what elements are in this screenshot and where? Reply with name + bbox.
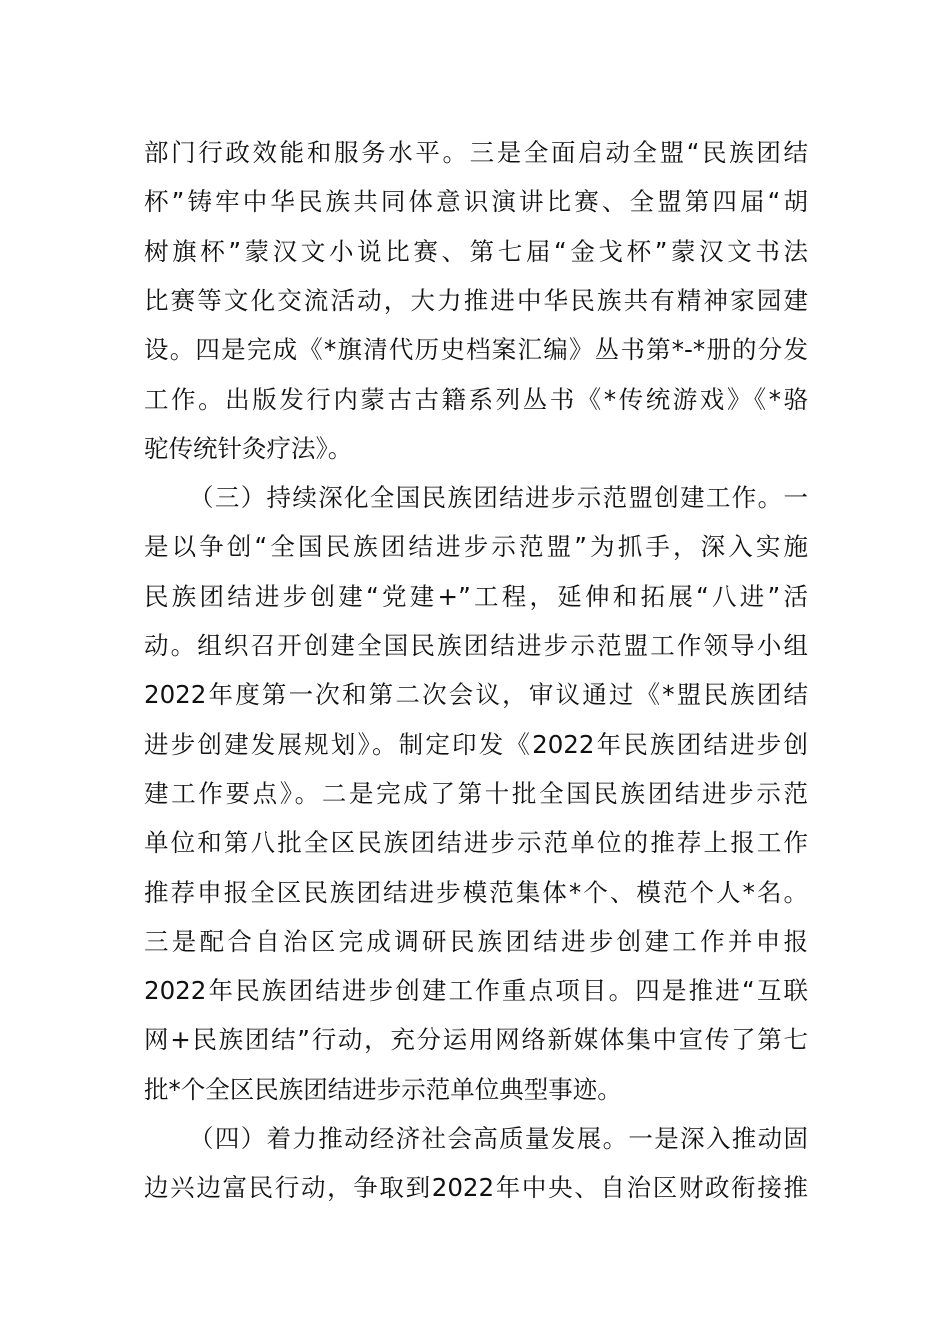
text-line: 单位和第八批全区民族团结进步示范单位的推荐上报工作 [144,828,808,858]
text-line: 部门行政效能和服务水平。三是全面启动全盟“民族团结 [144,138,808,167]
text-line: 边兴边富民行动，争取到2022年中央、自治区财政衔接推 [144,1173,808,1203]
text-line: 动。组织召开创建全国民族团结进步示范盟工作领导小组 [144,631,808,660]
text-line: 驼传统针灸疗法》。 [144,433,353,463]
text-line: 杯”铸牢中华民族共同体意识演讲比赛、全盟第四届“胡 [144,187,808,217]
text-line: 批*个全区民族团结进步示范单位典型事迹。 [144,1074,622,1104]
section-heading-line: （三）持续深化全国民族团结进步示范盟创建工作。一 [189,483,808,513]
text-line: 2022年度第一次和第二次会议，审议通过《*盟民族团结 [144,680,808,710]
text-line: 设。四是完成《*旗清代历史档案汇编》丛书第*-*册的分发 [144,335,808,365]
text-line: 2022年民族团结进步创建工作重点项目。四是推进“互联 [144,976,808,1006]
text-line: 比赛等文化交流活动，大力推进中华民族共有精神家园建 [144,285,808,315]
section-heading-line: （四）着力推动经济社会高质量发展。一是深入推动固 [189,1124,808,1153]
text-line: 建工作要点》。二是完成了第十批全国民族团结进步示范 [144,778,808,808]
text-line: 是以争创“全国民族团结进步示范盟”为抓手，深入实施 [144,532,808,562]
text-line: 树旗杯”蒙汉文小说比赛、第七届“金戈杯”蒙汉文书法 [144,236,808,266]
text-line: 三是配合自治区完成调研民族团结进步创建工作并申报 [144,926,808,956]
text-line: 民族团结进步创建“党建+”工程，延伸和拓展“八进”活 [144,581,808,611]
text-line: 推荐申报全区民族团结进步模范集体*个、模范个人*名。 [144,877,808,907]
text-line: 网+民族团结”行动，充分运用网络新媒体集中宣传了第七 [144,1025,808,1055]
text-line: 工作。出版发行内蒙古古籍系列丛书《*传统游戏》《*骆 [144,384,808,414]
text-line: 进步创建发展规划》。制定印发《2022年民族团结进步创 [144,729,808,759]
